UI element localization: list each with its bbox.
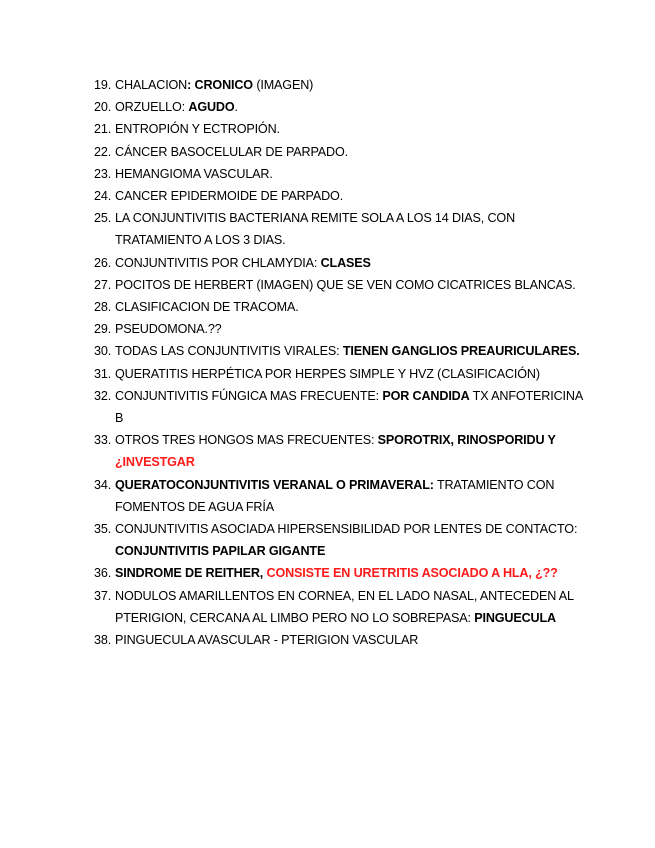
text-segment: HEMANGIOMA VASCULAR. — [115, 166, 273, 181]
item-number: 36. — [94, 566, 112, 581]
item-number: 29. — [94, 322, 112, 337]
item-text — [115, 296, 584, 318]
text-segment: (IMAGEN) — [252, 78, 314, 92]
list-item — [94, 318, 584, 340]
list-item — [94, 562, 584, 584]
text-segment: OTROS TRES HONGOS MAS FRECUENTES: — [115, 433, 378, 448]
item-text — [115, 429, 584, 473]
list-item — [94, 518, 584, 562]
text-segment: CÁNCER BASOCELULAR DE PARPADO. — [115, 144, 348, 159]
text-segment: CANCER EPIDERMOIDE DE PARPADO. — [115, 189, 344, 204]
item-number: 21. — [94, 122, 112, 137]
item-number: 37. — [94, 588, 112, 603]
list-item — [94, 207, 584, 251]
bold-segment: SPOROTRIX, RINOSPORIDU Y — [377, 433, 556, 448]
list-item — [94, 296, 584, 318]
text-segment: ENTROPIÓN Y ECTROPIÓN. — [115, 122, 280, 137]
item-number: 25. — [94, 211, 112, 226]
item-number: 28. — [94, 300, 112, 315]
item-number: 32. — [94, 388, 112, 403]
list-item — [94, 340, 584, 362]
bold-segment: CLASES — [320, 255, 371, 270]
list-item — [94, 274, 584, 296]
text-segment: CONJUNTIVITIS POR CHLAMYDIA: — [115, 255, 321, 270]
list-item — [94, 385, 584, 429]
bold-segment: SINDROME DE REITHER, — [115, 566, 267, 581]
text-segment: PINGUECULA AVASCULAR - PTERIGION VASCULAR — [115, 633, 419, 648]
list-item — [94, 118, 584, 140]
text-segment: TX ANFOTERICINA B — [115, 388, 583, 426]
item-text — [115, 74, 584, 96]
bold-segment: AGUDO — [188, 100, 235, 115]
text-segment: CLASIFICACION DE TRACOMA. — [115, 300, 299, 315]
item-number: 33. — [94, 433, 112, 448]
list-item — [94, 163, 584, 185]
item-number: 20. — [94, 100, 112, 115]
list-item — [94, 363, 584, 385]
text-segment: TRATAMIENTO CON FOMENTOS DE AGUA FRÍA — [115, 477, 555, 514]
item-text — [115, 274, 584, 296]
item-text — [115, 185, 584, 207]
text-segment: POCITOS DE HERBERT (IMAGEN) QUE SE VEN COMO CICATRICES BLANCAS. — [115, 277, 576, 292]
list-item — [94, 141, 584, 163]
text-segment: CONJUNTIVITIS FÚNGICA MAS FRECUENTE: — [115, 388, 383, 403]
item-number: 27. — [94, 277, 112, 292]
list-item — [94, 252, 584, 274]
text-segment: ORZUELLO: — [115, 100, 189, 115]
item-number: 30. — [94, 344, 112, 359]
text-segment: CONJUNTIVITIS ASOCIADA HIPERSENSIBILIDAD POR LENTES DE CONTACTO: — [115, 522, 578, 537]
item-text — [115, 629, 584, 651]
item-number: 34. — [94, 477, 112, 492]
bold-segment: CONJUNTIVITIS PAPILAR GIGANTE — [115, 544, 326, 559]
item-number: 26. — [94, 255, 112, 270]
item-number: 35. — [94, 522, 112, 537]
item-text — [115, 207, 584, 251]
item-number: 31. — [94, 366, 112, 381]
red-note-segment: ¿INVESTGAR — [115, 455, 195, 470]
item-text — [115, 141, 584, 163]
text-segment: . — [234, 100, 238, 115]
item-text — [115, 585, 584, 629]
text-segment: TODAS LAS CONJUNTIVITIS VIRALES: — [115, 344, 343, 359]
item-text — [115, 562, 584, 584]
bold-segment: TIENEN GANGLIOS PREAURICULARES. — [342, 344, 580, 359]
text-segment: PSEUDOMONA.?? — [115, 322, 222, 337]
item-text — [115, 340, 584, 362]
item-number: 38. — [94, 633, 112, 648]
red-note-segment: CONSISTE EN URETRITIS ASOCIADO A HLA, ¿?? — [266, 566, 558, 581]
list-item — [94, 429, 584, 473]
item-text — [115, 118, 584, 140]
item-text — [115, 163, 584, 185]
bold-segment: PINGUECULA — [474, 610, 556, 625]
bold-segment: QUERATOCONJUNTIVITIS VERANAL O PRIMAVERAL: — [115, 477, 434, 492]
item-text — [115, 474, 584, 518]
text-segment: LA CONJUNTIVITIS BACTERIANA REMITE SOLA A LOS 14 DIAS, CON TRATAMIENTO A LOS 3 DIAS. — [115, 211, 516, 248]
bold-segment: : CRONICO — [187, 78, 253, 92]
item-text — [115, 252, 584, 274]
item-text — [115, 363, 584, 385]
bold-segment: POR CANDIDA — [382, 388, 470, 403]
list-item — [94, 96, 584, 118]
item-number: 23. — [94, 166, 112, 181]
list-item — [94, 74, 584, 96]
item-number: 22. — [94, 144, 112, 159]
item-text — [115, 96, 584, 118]
list-item — [94, 474, 584, 518]
numbered-list — [94, 74, 584, 651]
item-number: 24. — [94, 189, 112, 204]
item-text — [115, 385, 584, 429]
item-text — [115, 318, 584, 340]
item-text — [115, 518, 584, 562]
list-item — [94, 185, 584, 207]
text-segment: CHALACION — [115, 78, 188, 92]
text-segment: NODULOS AMARILLENTOS EN CORNEA, EN EL LADO NASAL, ANTECEDEN AL PTERIGION, CERCANA AL LIMBO PERO NO LO SOBREPASA: — [115, 588, 574, 625]
list-item — [94, 585, 584, 629]
item-number: 19. — [94, 78, 112, 92]
list-item — [94, 629, 584, 651]
text-segment: QUERATITIS HERPÉTICA POR HERPES SIMPLE Y HVZ (CLASIFICACIÓN) — [115, 366, 540, 381]
